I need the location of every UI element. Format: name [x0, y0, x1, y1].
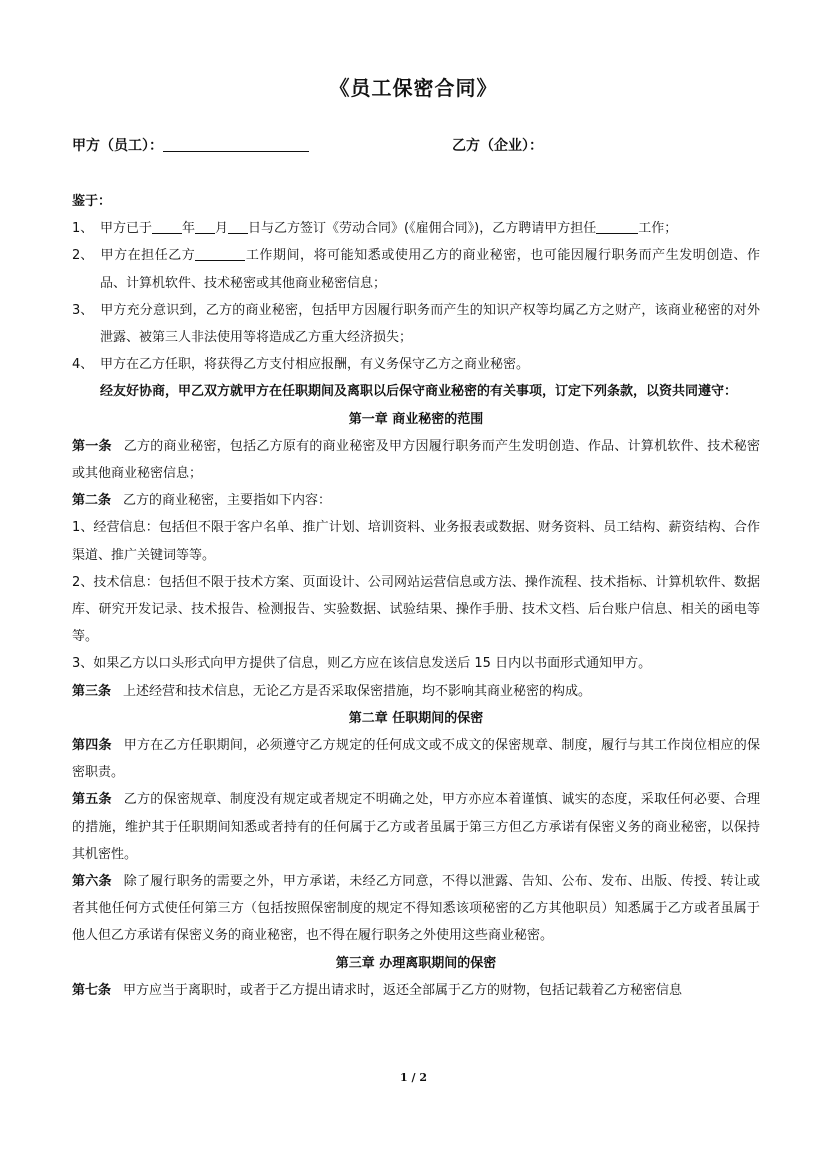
recital-item-4: [72, 351, 760, 378]
recital-item-3: [72, 297, 760, 351]
job-blank: [195, 247, 245, 261]
document-title: 《员工保密合同》: [329, 76, 498, 100]
party-a-label: 甲方（员工）：: [72, 138, 163, 154]
recital-text: 甲方充分意识到，乙方的商业秘密，包括甲方因履行职务而产生的知识产权等均属乙方之财产，该商业秘密的对外泄露、被第三人非法使用等将造成乙方重大经济损失；: [100, 302, 760, 346]
recital-item-2: [72, 242, 760, 296]
article-1: [72, 433, 760, 487]
article-text: 上述经营和技术信息，无论乙方是否采取保密措施，均不影响其商业秘密的构成。: [123, 683, 592, 699]
recitals-heading: 鉴于：: [72, 194, 112, 209]
position-blank: [596, 220, 638, 234]
article-text: 除了履行职务的需要之外，甲方承诺，未经乙方同意，不得以泄露、告知、公布、发布、出版、传授、转让或者其他任何方式使任何第三方（包括按照保密制度的规定不得知悉该项秘密的乙方其他职员）知悉属于乙方或者虽属于他人但乙方承诺有保密义务的商业秘密，也不得在履行职务之外使用这些商业秘密。: [72, 874, 760, 944]
chapter-1-title: 第一章 商业秘密的范围: [348, 411, 484, 427]
month-blank: [195, 220, 215, 234]
article-text: 乙方的商业秘密，主要指如下内容：: [123, 493, 332, 509]
article-7: [72, 977, 760, 1004]
agreement-clause: 经友好协商，甲乙双方就甲方在任职期间及离职以后保守商业秘密的有关事项，订定下列条款，以资共同遵守：: [100, 384, 738, 400]
recital-text: 工作期间，将可能知悉或使用乙方的商业秘密，也可能因履行职务而产生发明创造、作品、计算机软件、技术秘密或其他商业秘密信息；: [100, 248, 760, 291]
party-a-blank: [163, 137, 309, 152]
recital-item-1: [72, 215, 760, 242]
parties-row: [72, 135, 762, 161]
party-a: [72, 135, 309, 155]
article-label: 第二条: [72, 493, 112, 509]
article-3: [72, 678, 760, 705]
year-blank: [152, 220, 182, 234]
article-label: 第六条: [72, 874, 112, 890]
article-label: 第七条: [72, 982, 112, 998]
article-label: 第五条: [72, 792, 112, 808]
article-4: [72, 732, 760, 786]
recital-text: 工作；: [638, 221, 678, 237]
article-text: 甲方应当于离职时，或者于乙方提出请求时，返还全部属于乙方的财物，包括记载着乙方秘密信息: [123, 982, 683, 998]
article-2-sub-3: 3、如果乙方以口头形式向甲方提供了信息，则乙方应在该信息发送后 15 日内以书面形式通知甲方。: [72, 656, 652, 672]
article-2-sub-1: 1、经营信息：包括但不限于客户名单、推广计划、培训资料、业务报表或数据、财务资料、员工结构、薪资结构、合作渠道、推广关键词等等。: [72, 520, 760, 563]
recital-num: 1、: [72, 221, 94, 237]
page-number: 1 / 2: [400, 1071, 427, 1084]
recital-text: 甲方已于: [100, 221, 153, 237]
recital-num: 3、: [72, 302, 94, 318]
article-5: [72, 786, 760, 868]
recital-text: 甲方在担任乙方: [100, 248, 196, 264]
article-label: 第四条: [72, 738, 112, 754]
recital-text: 甲方在乙方任职，将获得乙方支付相应报酬，有义务保守乙方之商业秘密。: [100, 357, 530, 373]
article-6: [72, 868, 760, 950]
article-text: 甲方在乙方任职期间，必须遵守乙方规定的任何成文或不成文的保密规章、制度，履行与其工作岗位相应的保密职责。: [72, 738, 760, 781]
recital-text: 日与乙方签订《劳动合同》(《雇佣合同》)，乙方聘请甲方担任: [248, 221, 597, 237]
article-text: 乙方的保密规章、制度没有规定或者规定不明确之处，甲方亦应本着谨慎、诚实的态度，采取任何必要、合理的措施，维护其于任职期间知悉或者持有的任何属于乙方或者虽属于第三方但乙方承诺有保密义务的商业秘密，以保持其机密性。: [72, 792, 760, 862]
contract-body: [72, 188, 760, 1004]
recital-num: 4、: [72, 357, 94, 373]
article-text: 乙方的商业秘密，包括乙方原有的商业秘密及甲方因履行职务而产生发明创造、作品、计算机软件、技术秘密或其他商业秘密信息；: [72, 438, 760, 482]
chapter-2-title: 第二章 任职期间的保密: [348, 710, 484, 726]
recital-text: 月: [215, 221, 229, 237]
day-blank: [228, 220, 248, 234]
party-b-label: 乙方（企业）：: [452, 138, 543, 154]
article-2-sub-2: 2、技术信息：包括但不限于技术方案、页面设计、公司网站运营信息或方法、操作流程、技术指标、计算机软件、数据库、研究开发记录、技术报告、检测报告、实验数据、试验结果、操作手册、技术文档、后台账户信息、相关的函电等等。: [72, 574, 760, 645]
recital-num: 2、: [72, 248, 94, 264]
article-label: 第三条: [72, 683, 112, 699]
article-label: 第一条: [72, 438, 112, 454]
article-2: [72, 487, 760, 514]
recital-text: 年: [182, 221, 196, 237]
chapter-3-title: 第三章 办理离职期间的保密: [335, 955, 497, 971]
